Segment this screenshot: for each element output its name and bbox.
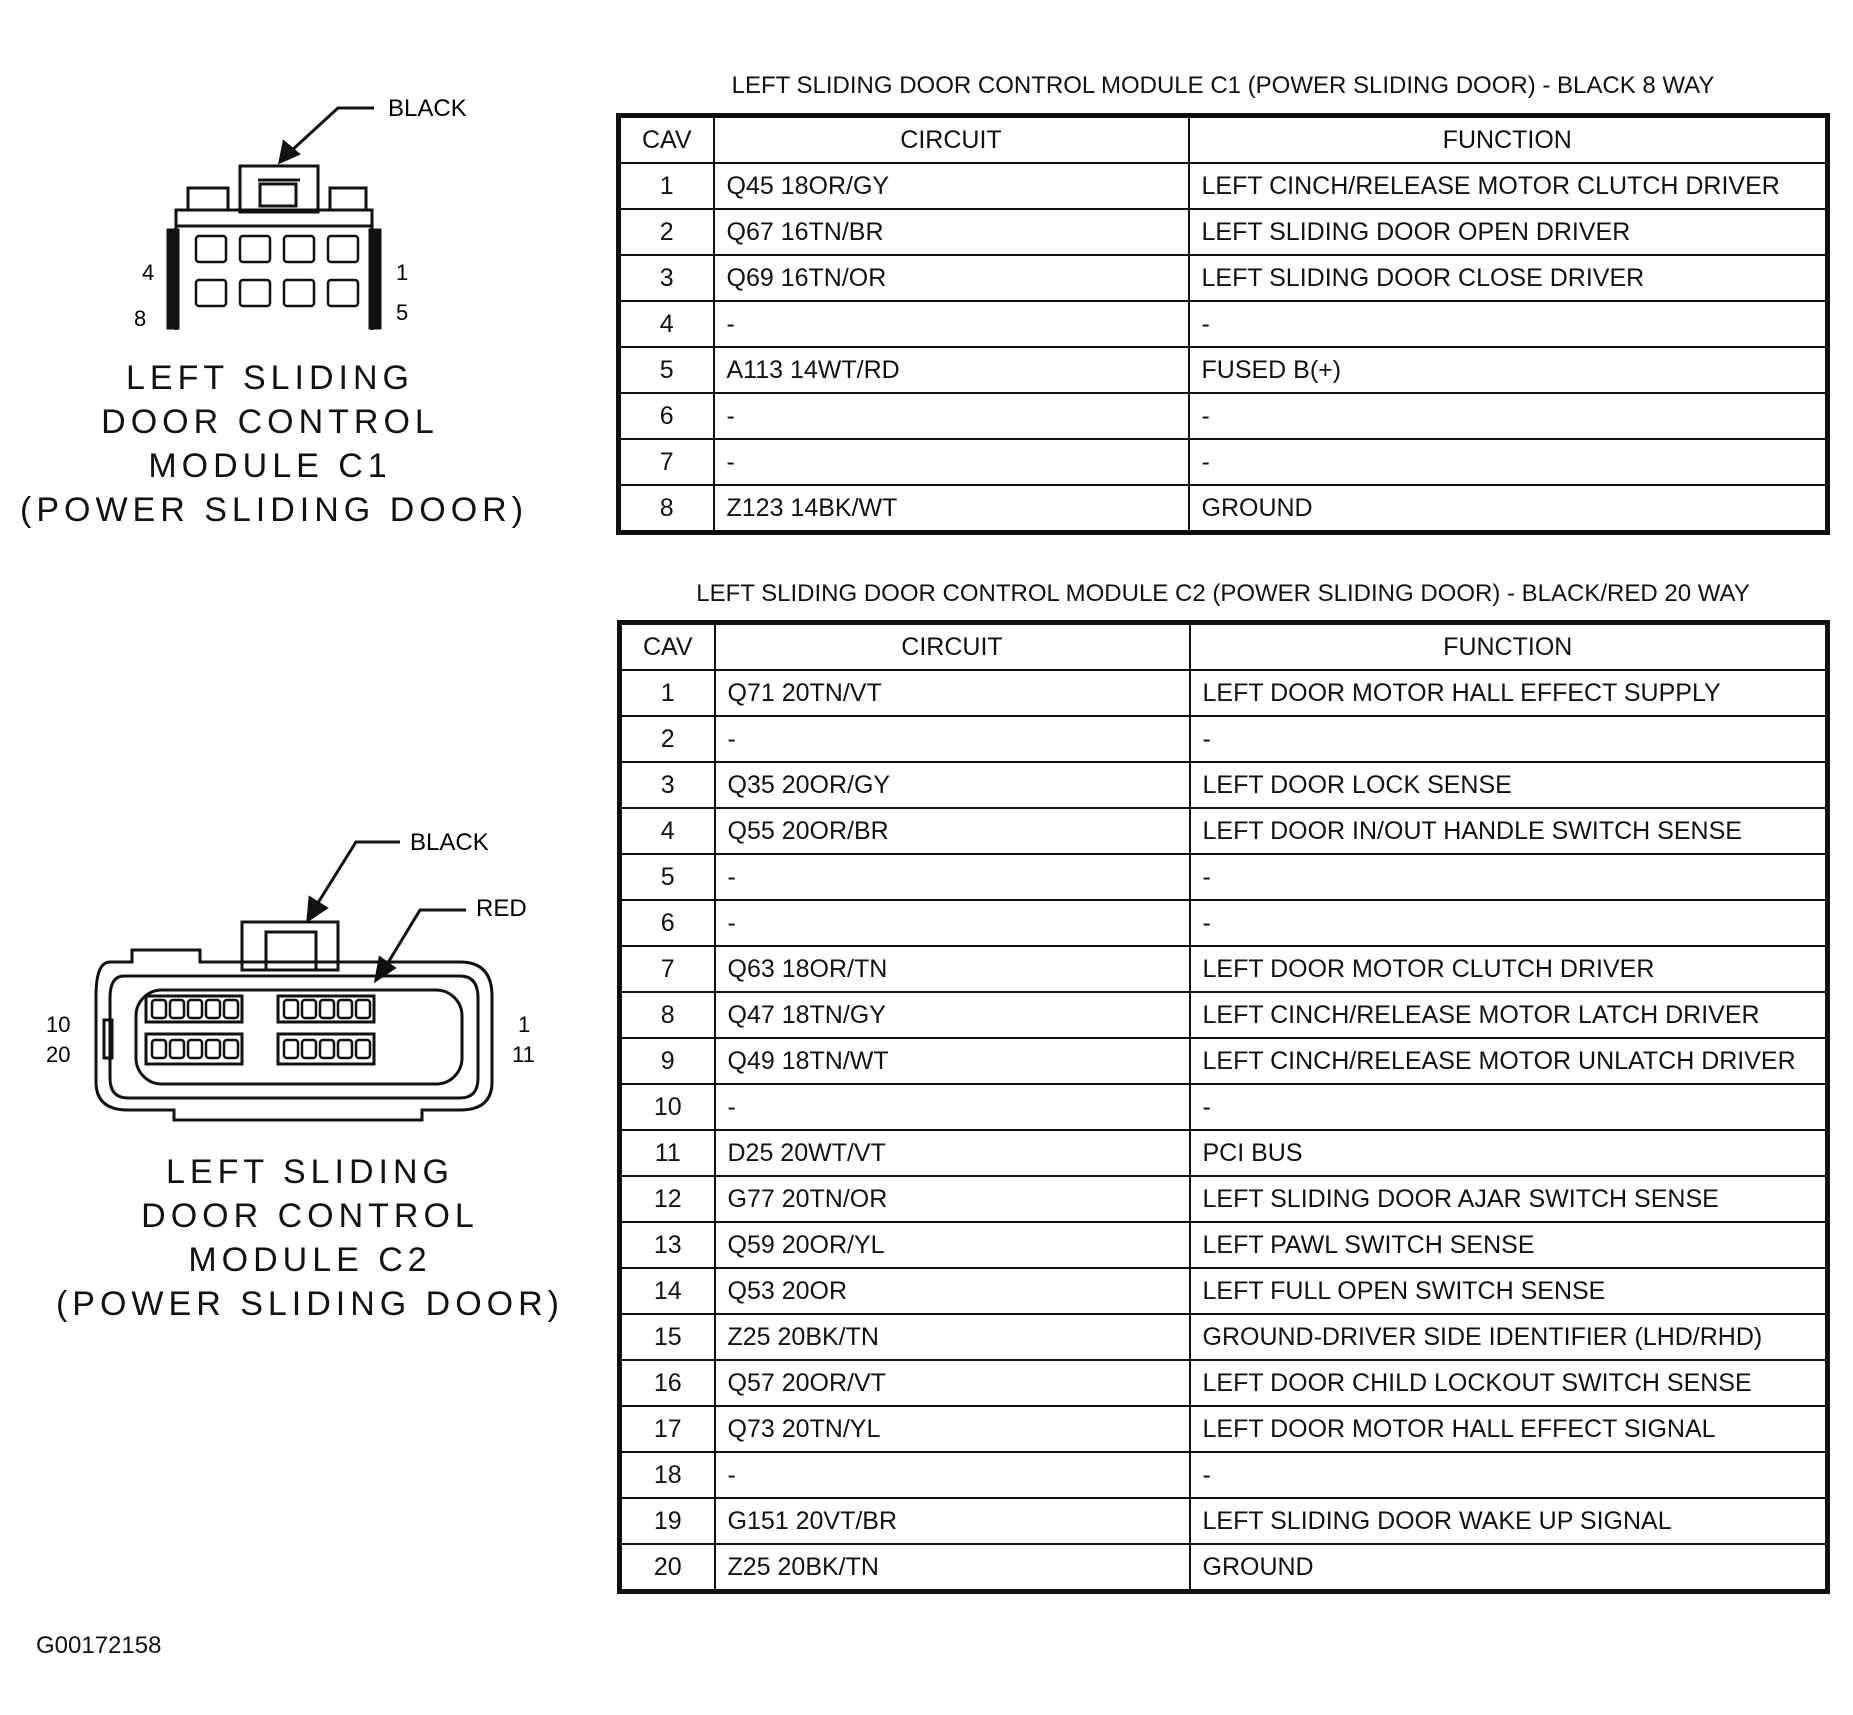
- c2-pin-cavity: [170, 1000, 184, 1018]
- table-row: [620, 1084, 1828, 1130]
- cell-function: LEFT CINCH/RELEASE MOTOR UNLATCH DRIVER: [1190, 1038, 1828, 1084]
- cell-function: LEFT PAWL SWITCH SENSE: [1190, 1222, 1828, 1268]
- table-row: [619, 439, 1828, 485]
- cell-circuit: Z25 20BK/TN: [715, 1314, 1190, 1360]
- table-row: [620, 854, 1828, 900]
- c1-pin-cavity: [284, 236, 314, 262]
- table-row: [620, 1406, 1828, 1452]
- table-row: [619, 485, 1828, 533]
- cell-cav: 1: [619, 163, 714, 209]
- table-row: [620, 716, 1828, 762]
- cell-cav: 9: [620, 1038, 715, 1084]
- cell-function: LEFT DOOR IN/OUT HANDLE SWITCH SENSE: [1190, 808, 1828, 854]
- c1-color-label: BLACK: [388, 95, 467, 122]
- table-row: [619, 255, 1828, 301]
- table-row: [620, 946, 1828, 992]
- cell-cav: 8: [620, 992, 715, 1038]
- table-row: [620, 1176, 1828, 1222]
- c2-pin-label-10: 10: [46, 1012, 71, 1037]
- connector-c1-title: [20, 356, 529, 532]
- c2-pin-cavity: [302, 1040, 316, 1058]
- table-row: [620, 900, 1828, 946]
- header-function: FUNCTION: [1190, 623, 1828, 671]
- table-row: [620, 1498, 1828, 1544]
- connector-c2-title: [40, 1150, 580, 1326]
- cell-function: -: [1189, 393, 1828, 439]
- c2-pin-cavity: [320, 1040, 334, 1058]
- c2-pin-cavity: [170, 1040, 184, 1058]
- c1-pin-cavity: [196, 280, 226, 306]
- connector-c1-diagram: [120, 80, 480, 330]
- table-row: [620, 1544, 1828, 1592]
- figure-code: G00172158: [36, 1632, 162, 1659]
- cell-function: -: [1189, 301, 1828, 347]
- table-row: [619, 163, 1828, 209]
- cell-cav: 12: [620, 1176, 715, 1222]
- cell-function: -: [1190, 716, 1828, 762]
- table-c2-caption: LEFT SLIDING DOOR CONTROL MODULE C2 (POWER SLIDING DOOR) - BLACK/RED 20 WAY: [696, 580, 1750, 607]
- cell-cav: 5: [620, 854, 715, 900]
- cell-cav: 2: [620, 716, 715, 762]
- cell-circuit: G77 20TN/OR: [715, 1176, 1190, 1222]
- table-header-row: [619, 116, 1828, 164]
- table-row: [620, 1314, 1828, 1360]
- c2-pin-cavity: [284, 1040, 298, 1058]
- table-row: [619, 209, 1828, 255]
- c2-black-arrow-icon: [308, 898, 326, 920]
- header-cav: CAV: [620, 623, 715, 671]
- cell-circuit: Z123 14BK/WT: [714, 485, 1189, 533]
- cell-function: LEFT DOOR LOCK SENSE: [1190, 762, 1828, 808]
- c2-pin-cavity: [188, 1040, 202, 1058]
- c1-pin-label-8: 8: [134, 306, 147, 330]
- cell-circuit: Z25 20BK/TN: [715, 1544, 1190, 1592]
- cell-cav: 11: [620, 1130, 715, 1176]
- c2-pin-cavity: [284, 1000, 298, 1018]
- c1-title-line: DOOR CONTROL: [101, 403, 439, 441]
- c2-pin-cavity: [338, 1000, 352, 1018]
- cell-cav: 6: [619, 393, 714, 439]
- c1-pin-cavity: [328, 236, 358, 262]
- table-row: [620, 670, 1828, 716]
- cell-cav: 1: [620, 670, 715, 716]
- c2-pin-label-11: 11: [512, 1042, 535, 1067]
- cell-function: GROUND-DRIVER SIDE IDENTIFIER (LHD/RHD): [1190, 1314, 1828, 1360]
- c2-pin-cavity: [356, 1000, 370, 1018]
- cell-function: LEFT CINCH/RELEASE MOTOR CLUTCH DRIVER: [1189, 163, 1828, 209]
- c2-pin-cavity: [206, 1040, 220, 1058]
- cell-cav: 10: [620, 1084, 715, 1130]
- table-row: [620, 762, 1828, 808]
- table-row: [620, 1452, 1828, 1498]
- cell-circuit: Q71 20TN/VT: [715, 670, 1190, 716]
- cell-cav: 19: [620, 1498, 715, 1544]
- cell-cav: 15: [620, 1314, 715, 1360]
- cell-cav: 6: [620, 900, 715, 946]
- header-cav: CAV: [619, 116, 714, 164]
- c1-pin-cavity: [240, 280, 270, 306]
- cell-cav: 4: [620, 808, 715, 854]
- cell-circuit: -: [714, 393, 1189, 439]
- cell-function: -: [1190, 854, 1828, 900]
- cell-circuit: Q47 18TN/GY: [715, 992, 1190, 1038]
- c1-pin-label-1: 1: [396, 260, 409, 285]
- cell-function: LEFT SLIDING DOOR AJAR SWITCH SENSE: [1190, 1176, 1828, 1222]
- table-row: [620, 1360, 1828, 1406]
- header-function: FUNCTION: [1189, 116, 1828, 164]
- cell-function: -: [1189, 439, 1828, 485]
- cell-circuit: G151 20VT/BR: [715, 1498, 1190, 1544]
- cell-function: -: [1190, 1084, 1828, 1130]
- cell-cav: 7: [619, 439, 714, 485]
- table-row: [619, 393, 1828, 439]
- cell-cav: 8: [619, 485, 714, 533]
- c1-pin-cavity: [328, 280, 358, 306]
- cell-circuit: Q67 16TN/BR: [714, 209, 1189, 255]
- cell-circuit: Q63 18OR/TN: [715, 946, 1190, 992]
- cell-circuit: -: [714, 301, 1189, 347]
- table-row: [620, 992, 1828, 1038]
- c2-pin-label-20: 20: [46, 1042, 71, 1067]
- c1-title-line: (POWER SLIDING DOOR): [20, 491, 529, 529]
- cell-cav: 5: [619, 347, 714, 393]
- c1-title-line: LEFT SLIDING: [126, 359, 414, 397]
- cell-function: LEFT FULL OPEN SWITCH SENSE: [1190, 1268, 1828, 1314]
- table-c1-caption: LEFT SLIDING DOOR CONTROL MODULE C1 (POWER SLIDING DOOR) - BLACK 8 WAY: [731, 72, 1715, 99]
- c2-pin-cavity: [338, 1040, 352, 1058]
- c2-pin-cavity: [224, 1040, 238, 1058]
- cell-cav: 4: [619, 301, 714, 347]
- cell-circuit: Q57 20OR/VT: [715, 1360, 1190, 1406]
- table-row: [619, 301, 1828, 347]
- cell-circuit: Q35 20OR/GY: [715, 762, 1190, 808]
- c2-pin-label-1: 1: [518, 1012, 531, 1037]
- c1-pin-cavity: [240, 236, 270, 262]
- c2-title-line: (POWER SLIDING DOOR): [55, 1285, 565, 1323]
- c1-pin-cavity: [196, 236, 226, 262]
- cell-function: FUSED B(+): [1189, 347, 1828, 393]
- c2-color-label-red: RED: [476, 895, 527, 922]
- cell-function: PCI BUS: [1190, 1130, 1828, 1176]
- c2-pin-cavity: [320, 1000, 334, 1018]
- cell-cav: 2: [619, 209, 714, 255]
- c2-pin-cavity: [152, 1000, 166, 1018]
- cell-function: GROUND: [1189, 485, 1828, 533]
- connector-c2-diagram: [40, 820, 560, 1140]
- cell-circuit: -: [715, 1452, 1190, 1498]
- c2-title-line: MODULE C2: [188, 1241, 432, 1279]
- c2-pin-cavity: [188, 1000, 202, 1018]
- c2-title-line: DOOR CONTROL: [141, 1197, 479, 1235]
- c2-pin-cavity: [206, 1000, 220, 1018]
- cell-circuit: -: [715, 900, 1190, 946]
- cell-function: GROUND: [1190, 1544, 1828, 1592]
- cell-function: LEFT SLIDING DOOR WAKE UP SIGNAL: [1190, 1498, 1828, 1544]
- c2-pin-cavity: [152, 1040, 166, 1058]
- table-row: [620, 1130, 1828, 1176]
- c2-pin-cavity: [356, 1040, 370, 1058]
- c2-pin-cavity: [224, 1000, 238, 1018]
- cell-cav: 14: [620, 1268, 715, 1314]
- c2-title-line: LEFT SLIDING: [166, 1153, 454, 1191]
- c1-title-line: MODULE C1: [148, 447, 392, 485]
- c2-black-leader: [316, 842, 400, 906]
- cell-function: -: [1190, 900, 1828, 946]
- cell-cav: 3: [620, 762, 715, 808]
- cell-cav: 3: [619, 255, 714, 301]
- cell-function: LEFT DOOR MOTOR HALL EFFECT SIGNAL: [1190, 1406, 1828, 1452]
- cell-cav: 17: [620, 1406, 715, 1452]
- cell-circuit: D25 20WT/VT: [715, 1130, 1190, 1176]
- cell-cav: 20: [620, 1544, 715, 1592]
- c1-arrow-icon: [280, 142, 298, 162]
- c2-red-leader: [386, 910, 466, 966]
- pinout-table-c1: [616, 113, 1830, 535]
- c2-color-label-black: BLACK: [410, 829, 489, 856]
- cell-function: -: [1190, 1452, 1828, 1498]
- cell-function: LEFT DOOR CHILD LOCKOUT SWITCH SENSE: [1190, 1360, 1828, 1406]
- cell-function: LEFT DOOR MOTOR CLUTCH DRIVER: [1190, 946, 1828, 992]
- table-row: [620, 1268, 1828, 1314]
- cell-cav: 16: [620, 1360, 715, 1406]
- cell-circuit: Q45 18OR/GY: [714, 163, 1189, 209]
- cell-function: LEFT SLIDING DOOR OPEN DRIVER: [1189, 209, 1828, 255]
- c1-color-leader: [290, 108, 374, 152]
- table-row: [620, 808, 1828, 854]
- cell-circuit: Q53 20OR: [715, 1268, 1190, 1314]
- c1-pin-cavity: [284, 280, 314, 306]
- cell-circuit: Q55 20OR/BR: [715, 808, 1190, 854]
- cell-function: LEFT CINCH/RELEASE MOTOR LATCH DRIVER: [1190, 992, 1828, 1038]
- cell-circuit: Q73 20TN/YL: [715, 1406, 1190, 1452]
- cell-function: LEFT SLIDING DOOR CLOSE DRIVER: [1189, 255, 1828, 301]
- cell-circuit: -: [715, 1084, 1190, 1130]
- table-header-row: [620, 623, 1828, 671]
- header-circuit: CIRCUIT: [715, 623, 1190, 671]
- pinout-table-c2: [617, 620, 1830, 1594]
- cell-circuit: -: [714, 439, 1189, 485]
- cell-circuit: -: [715, 716, 1190, 762]
- table-row: [619, 347, 1828, 393]
- cell-circuit: Q69 16TN/OR: [714, 255, 1189, 301]
- cell-function: LEFT DOOR MOTOR HALL EFFECT SUPPLY: [1190, 670, 1828, 716]
- c2-pin-cavity: [302, 1000, 316, 1018]
- header-circuit: CIRCUIT: [714, 116, 1189, 164]
- cell-circuit: -: [715, 854, 1190, 900]
- table-row: [620, 1038, 1828, 1084]
- cell-circuit: A113 14WT/RD: [714, 347, 1189, 393]
- cell-circuit: Q49 18TN/WT: [715, 1038, 1190, 1084]
- c1-pin-label-5: 5: [396, 300, 409, 325]
- table-row: [620, 1222, 1828, 1268]
- cell-cav: 13: [620, 1222, 715, 1268]
- c1-pin-label-4: 4: [142, 260, 155, 285]
- cell-cav: 7: [620, 946, 715, 992]
- cell-circuit: Q59 20OR/YL: [715, 1222, 1190, 1268]
- cell-cav: 18: [620, 1452, 715, 1498]
